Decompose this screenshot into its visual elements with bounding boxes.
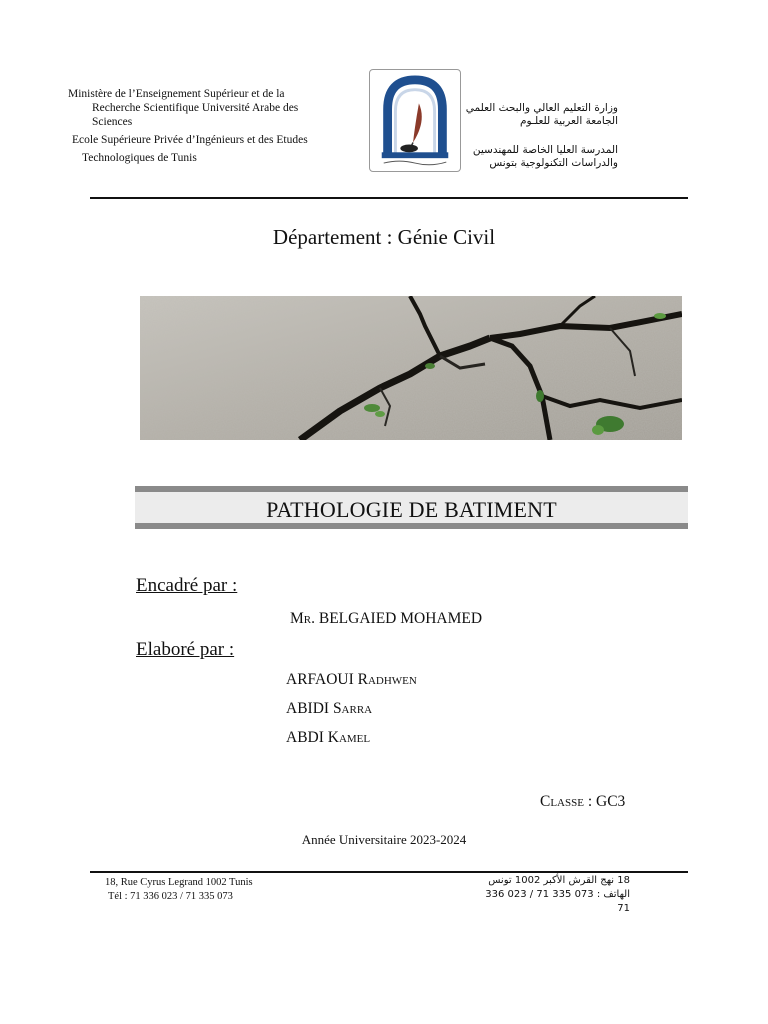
department-title: Département : Génie Civil <box>272 225 496 249</box>
ministry-header-ar <box>458 102 618 170</box>
arch-quill-logo-icon <box>370 70 460 171</box>
ministry-header-fr <box>68 87 358 165</box>
student-first-name: Kamel <box>327 729 371 746</box>
footer-contact-ar <box>470 874 630 916</box>
footer-divider <box>90 871 688 873</box>
ministry-line: Ministère de l’Enseignement Supérieur et de la <box>68 88 285 100</box>
class-label: Classe : <box>540 793 593 810</box>
footer-contact-fr <box>105 876 253 904</box>
school-line: Technologiques de Tunis <box>82 152 197 164</box>
cracked-concrete-image <box>140 296 682 440</box>
footer-phone: Tél : 71 336 023 / 71 335 073 <box>108 891 233 902</box>
student-first-name: Radhwen <box>357 671 417 688</box>
ministry-line: Recherche Scientifique Université Arabe des <box>92 102 299 114</box>
school-line-ar: المدرسة العليا الخاصة للمهندسين <box>472 144 618 156</box>
prepared-by-label: Elaboré par : <box>136 639 235 660</box>
student-name <box>286 700 372 718</box>
student-last-name: ABIDI <box>286 700 330 717</box>
student-name <box>286 671 417 689</box>
academic-year: Année Universitaire 2023-2024 <box>301 832 467 847</box>
ministry-line: Sciences <box>92 116 133 128</box>
footer-address-ar: 18 نهج القرش الأكبر 1002 تونس <box>488 875 630 886</box>
document-title: PATHOLOGIE DE BATIMENT <box>266 497 557 522</box>
ministry-line-ar: وزارة التعليم العالي والبحث العلمي <box>465 102 618 114</box>
header-divider <box>90 197 688 199</box>
school-logo <box>369 69 461 172</box>
ministry-line-ar: الجامعة العربية للعلـوم <box>519 115 618 127</box>
student-last-name: ABDI <box>286 729 324 746</box>
footer-phone-ar: الهاتف : 073 335 71 / 023 336 71 <box>485 889 630 914</box>
school-line: Ecole Supérieure Privée d’Ingénieurs et des Etudes <box>72 134 308 146</box>
supervisor-name <box>290 610 482 628</box>
class-value: GC3 <box>596 793 626 810</box>
supervisor-full-name: BELGAIED MOHAMED <box>318 610 483 627</box>
supervisor-prefix: Mr. <box>290 610 315 627</box>
class-info <box>540 793 625 811</box>
document-title-band <box>135 486 688 529</box>
footer-address: 18, Rue Cyrus Legrand 1002 Tunis <box>105 877 253 888</box>
student-first-name: Sarra <box>332 700 373 717</box>
school-line-ar: والدراسات التكنولوجية بتونس <box>489 157 618 169</box>
student-name <box>286 729 370 747</box>
supervised-by-label: Encadré par : <box>136 575 238 596</box>
student-last-name: ARFAOUI <box>286 671 354 688</box>
